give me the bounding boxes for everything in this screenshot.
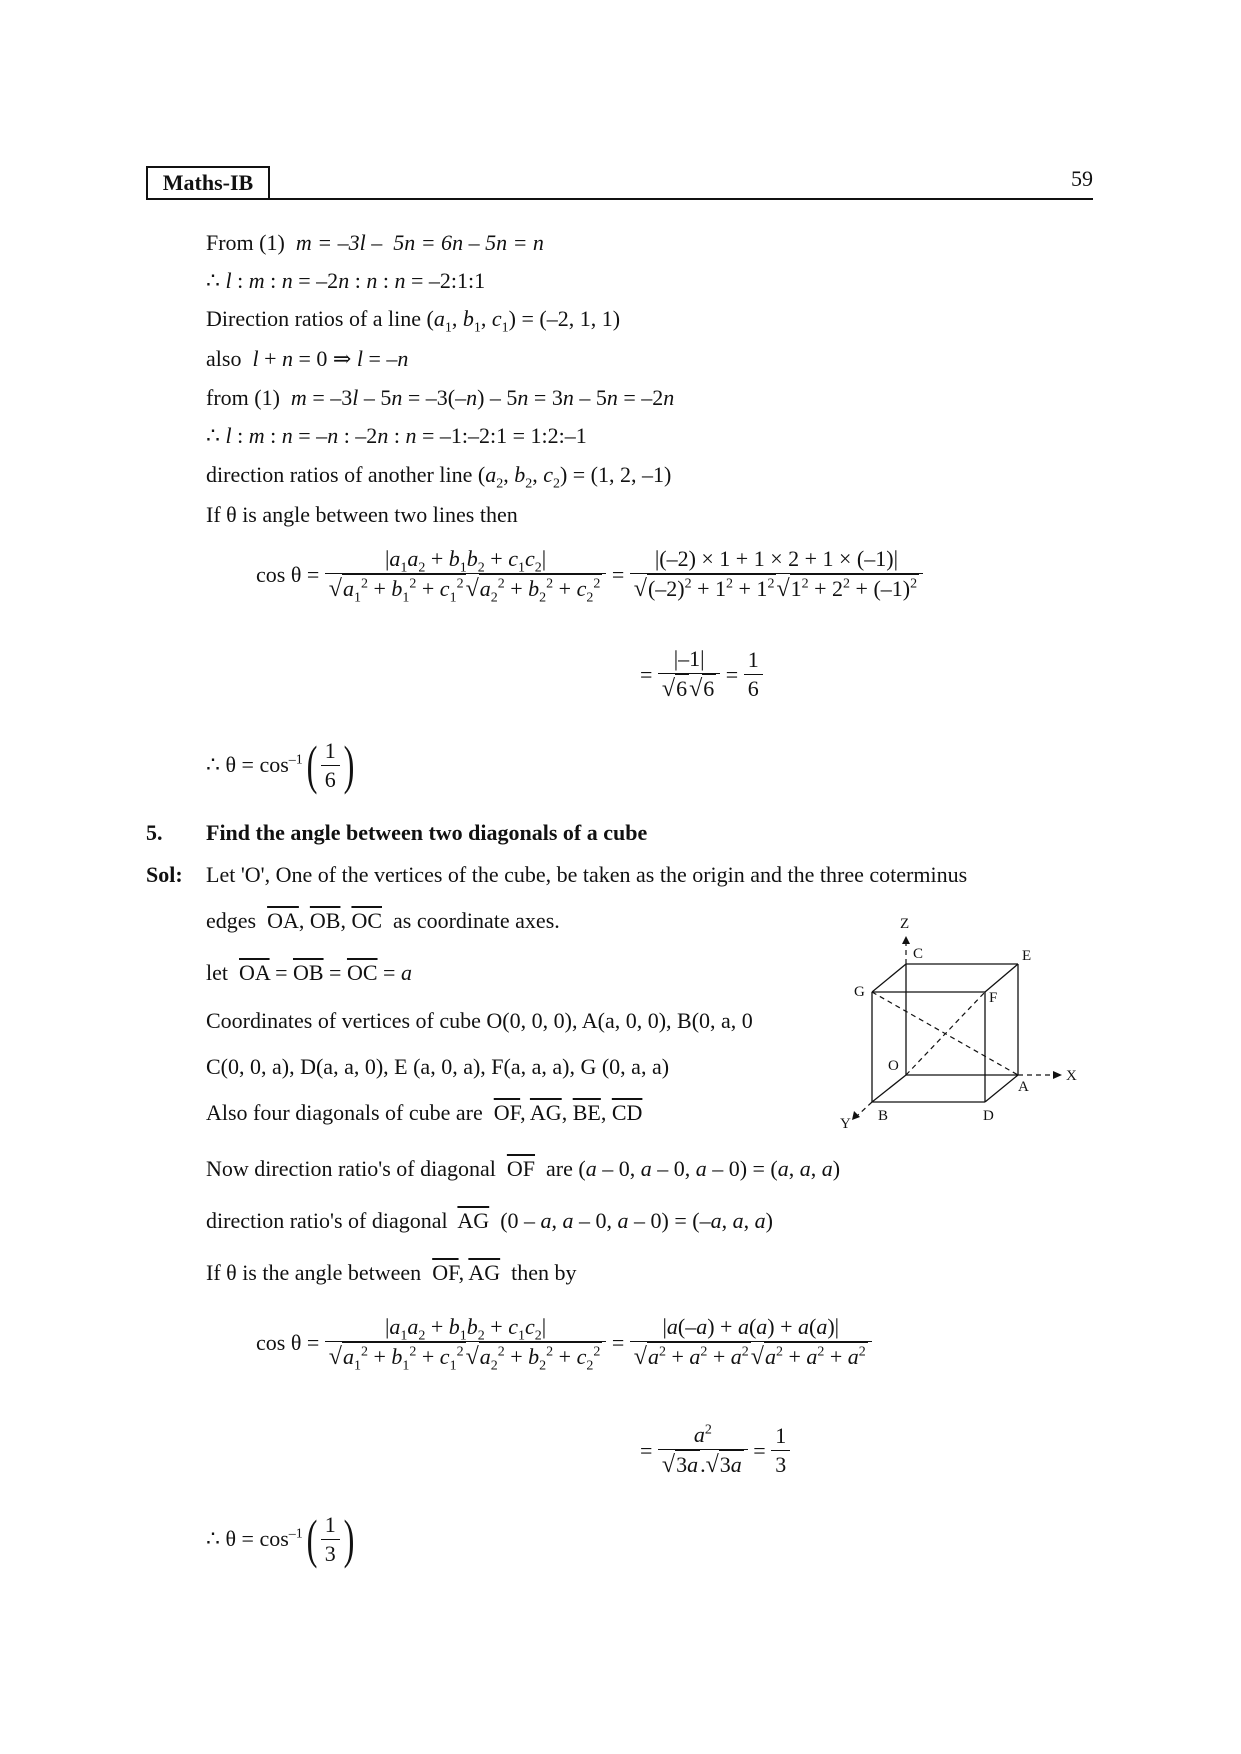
eq1-conclusion: ∴ $\theta = \cos^{-1}$ ( $\frac{1}{6}$ )	[206, 735, 355, 795]
solution-line-5: C(0, 0, a), D(a, a, 0), E (a, 0, a), F(a, a, a), G (0, a, a)	[206, 1054, 670, 1079]
edge-E-F	[985, 964, 1018, 992]
y-axis-extension	[858, 1102, 872, 1115]
equation-2: cos θ = $\frac{|a_1a_2 + b_1b_2 + c_1c_2|}{√a_1^2 + b_1^2 + c_1^2√a_2^2 + b_2^2 + c_2^2}$ = $\frac{|a(-a) + a(a) + a(a)|}{√a^2 + a^2 + a^2√a^2 + a^2 + a^2}$	[256, 1316, 872, 1369]
solution-line-9: If θ is the angle between $\overline{OF}$, $\overline{AG}$ then by	[206, 1260, 577, 1285]
y-arrow-icon	[852, 1111, 860, 1120]
eq1-lhs: cos θ =	[256, 561, 325, 587]
solution-line-2: edges $\overline{OA}$, $\overline{OB}$, $\overline{OC}$ as coordinate axes.	[206, 908, 560, 933]
solution-line-4: Coordinates of vertices of cube O(0, 0, 0), A(a, 0, 0), B(0, a, 0	[206, 1008, 753, 1033]
line-1: From (1) m = –3l – 5n = 6n – 5n = n	[206, 230, 544, 255]
eq1-step-fraction: $\frac{|-1|}{√6√6}$	[658, 648, 720, 701]
vertex-label-b: B	[878, 1108, 889, 1124]
vertex-label-d: D	[983, 1108, 994, 1124]
line-5: from (1) m = –3l – 5n = –3(–n) – 5n = 3n – 5n = –2n	[206, 385, 675, 410]
edge-C-G	[872, 964, 906, 992]
vertex-label-e: E	[1022, 948, 1032, 964]
eq2-step-fraction: $\frac{a^2}{√3a.√3a}$	[658, 1424, 748, 1477]
question-text: Find the angle between two diagonals of a cube	[206, 820, 648, 845]
subject-header-box	[146, 166, 270, 200]
eq1-result-fraction: $\frac{1}{6}$	[744, 649, 763, 700]
page-number: 59	[1071, 166, 1093, 191]
vertex-label-a: A	[1018, 1079, 1029, 1095]
cube-diagram	[840, 912, 1080, 1142]
vertex-label-c: C	[913, 946, 924, 962]
axis-label-z: Z	[900, 916, 910, 932]
line-6: ∴ l : m : n = –n : –2n : n = –1:–2:1 = 1:2:–1	[206, 423, 587, 448]
diagonal-O-F	[906, 992, 985, 1075]
eq2-substituted-fraction: $\frac{|a(-a) + a(a) + a(a)|}{√a^2 + a^2 + a^2√a^2 + a^2 + a^2}$	[630, 1316, 872, 1369]
eq1-generic-fraction: $\frac{|a_1a_2 + b_1b_2 + c_1c_2|}{√a_1^2 + b_1^2 + c_1^2√a_2^2 + b_2^2 + c_2^2}$	[325, 548, 607, 601]
equation-1: cos θ = $\frac{|a_1a_2 + b_1b_2 + c_1c_2|}{√a_1^2 + b_1^2 + c_1^2√a_2^2 + b_2^2 + c_2^2}$ = $\frac{|(-2) \times 1 + 1 \times 2 + 1 \times (-1)|}{√(-2)^2 + 1^2 + 1^2√1^2 + 2^2 + (-1)^2}$	[256, 548, 923, 601]
line-8: If θ is angle between two lines then	[206, 502, 518, 527]
eq2-conclusion: ∴ $\theta = \cos^{-1}$ ( $\frac{1}{3}$ )	[206, 1509, 355, 1569]
solution-line-1: Let 'O', One of the vertices of the cube, be taken as the origin and the three coterminus	[206, 862, 968, 887]
vertex-label-f: F	[989, 990, 998, 1006]
edge-O-B	[872, 1075, 906, 1102]
eq2-result-fraction: $\frac{1}{3}$	[771, 1425, 790, 1476]
axis-label-x: X	[1066, 1068, 1077, 1084]
header-rule	[270, 198, 1093, 200]
line-4: also l + n = 0 ⇒ l = –n	[206, 346, 409, 371]
line-2: ∴ l : m : n = –2n : n : n = –2:1:1	[206, 268, 486, 293]
solution-line-3: let $\overline{OA} = \overline{OB} = \overline{OC} = a$	[206, 960, 412, 985]
eq1-substituted-fraction: $\frac{|(-2) \times 1 + 1 \times 2 + 1 \times (-1)|}{√(-2)^2 + 1^2 + 1^2√1^2 + 2^2 + (-1)^2}$	[630, 548, 923, 601]
line-1-expr: m = –3l – 5n = 6n – 5n = n	[295, 230, 544, 255]
z-arrow-icon	[902, 936, 910, 944]
equation-1-step: = $\frac{|-1|}{√6√6}$ = $\frac{1}{6}$	[640, 648, 763, 701]
subject-label: Maths-IB	[162, 170, 254, 195]
vertex-label-o: O	[888, 1058, 899, 1074]
line-3: Direction ratios of a line ($a_1$, $b_1$, $c_1) = (-2$, 1, 1)	[206, 306, 621, 336]
question-number: 5.	[146, 820, 163, 845]
solution-line-8: direction ratio's of diagonal $\overline{AG}$ (0 – a, a – 0, a – 0) = (–a, a, a)	[206, 1208, 773, 1233]
x-arrow-icon	[1053, 1071, 1062, 1079]
line-7: direction ratios of another line ($a_2$, $b_2$, $c_2) = (1$, 2, –1)	[206, 462, 672, 492]
solution-line-6: Also four diagonals of cube are $\overline{OF}$, $\overline{AG}$, $\overline{BE}$, $\overline{CD}$	[206, 1100, 643, 1125]
vertex-label-g: G	[854, 984, 865, 1000]
edge-A-D	[985, 1075, 1018, 1102]
solution-label: Sol:	[146, 862, 183, 887]
axis-label-y: Y	[840, 1116, 851, 1132]
solution-line-7: Now direction ratio's of diagonal $\overline{OF}$ are (a – 0, a – 0, a – 0) = (a, a, a)	[206, 1156, 841, 1181]
eq2-generic-fraction: $\frac{|a_1a_2 + b_1b_2 + c_1c_2|}{√a_1^2 + b_1^2 + c_1^2√a_2^2 + b_2^2 + c_2^2}$	[325, 1316, 607, 1369]
equation-2-step: = $\frac{a^2}{√3a.√3a}$ = $\frac{1}{3}$	[640, 1424, 790, 1477]
